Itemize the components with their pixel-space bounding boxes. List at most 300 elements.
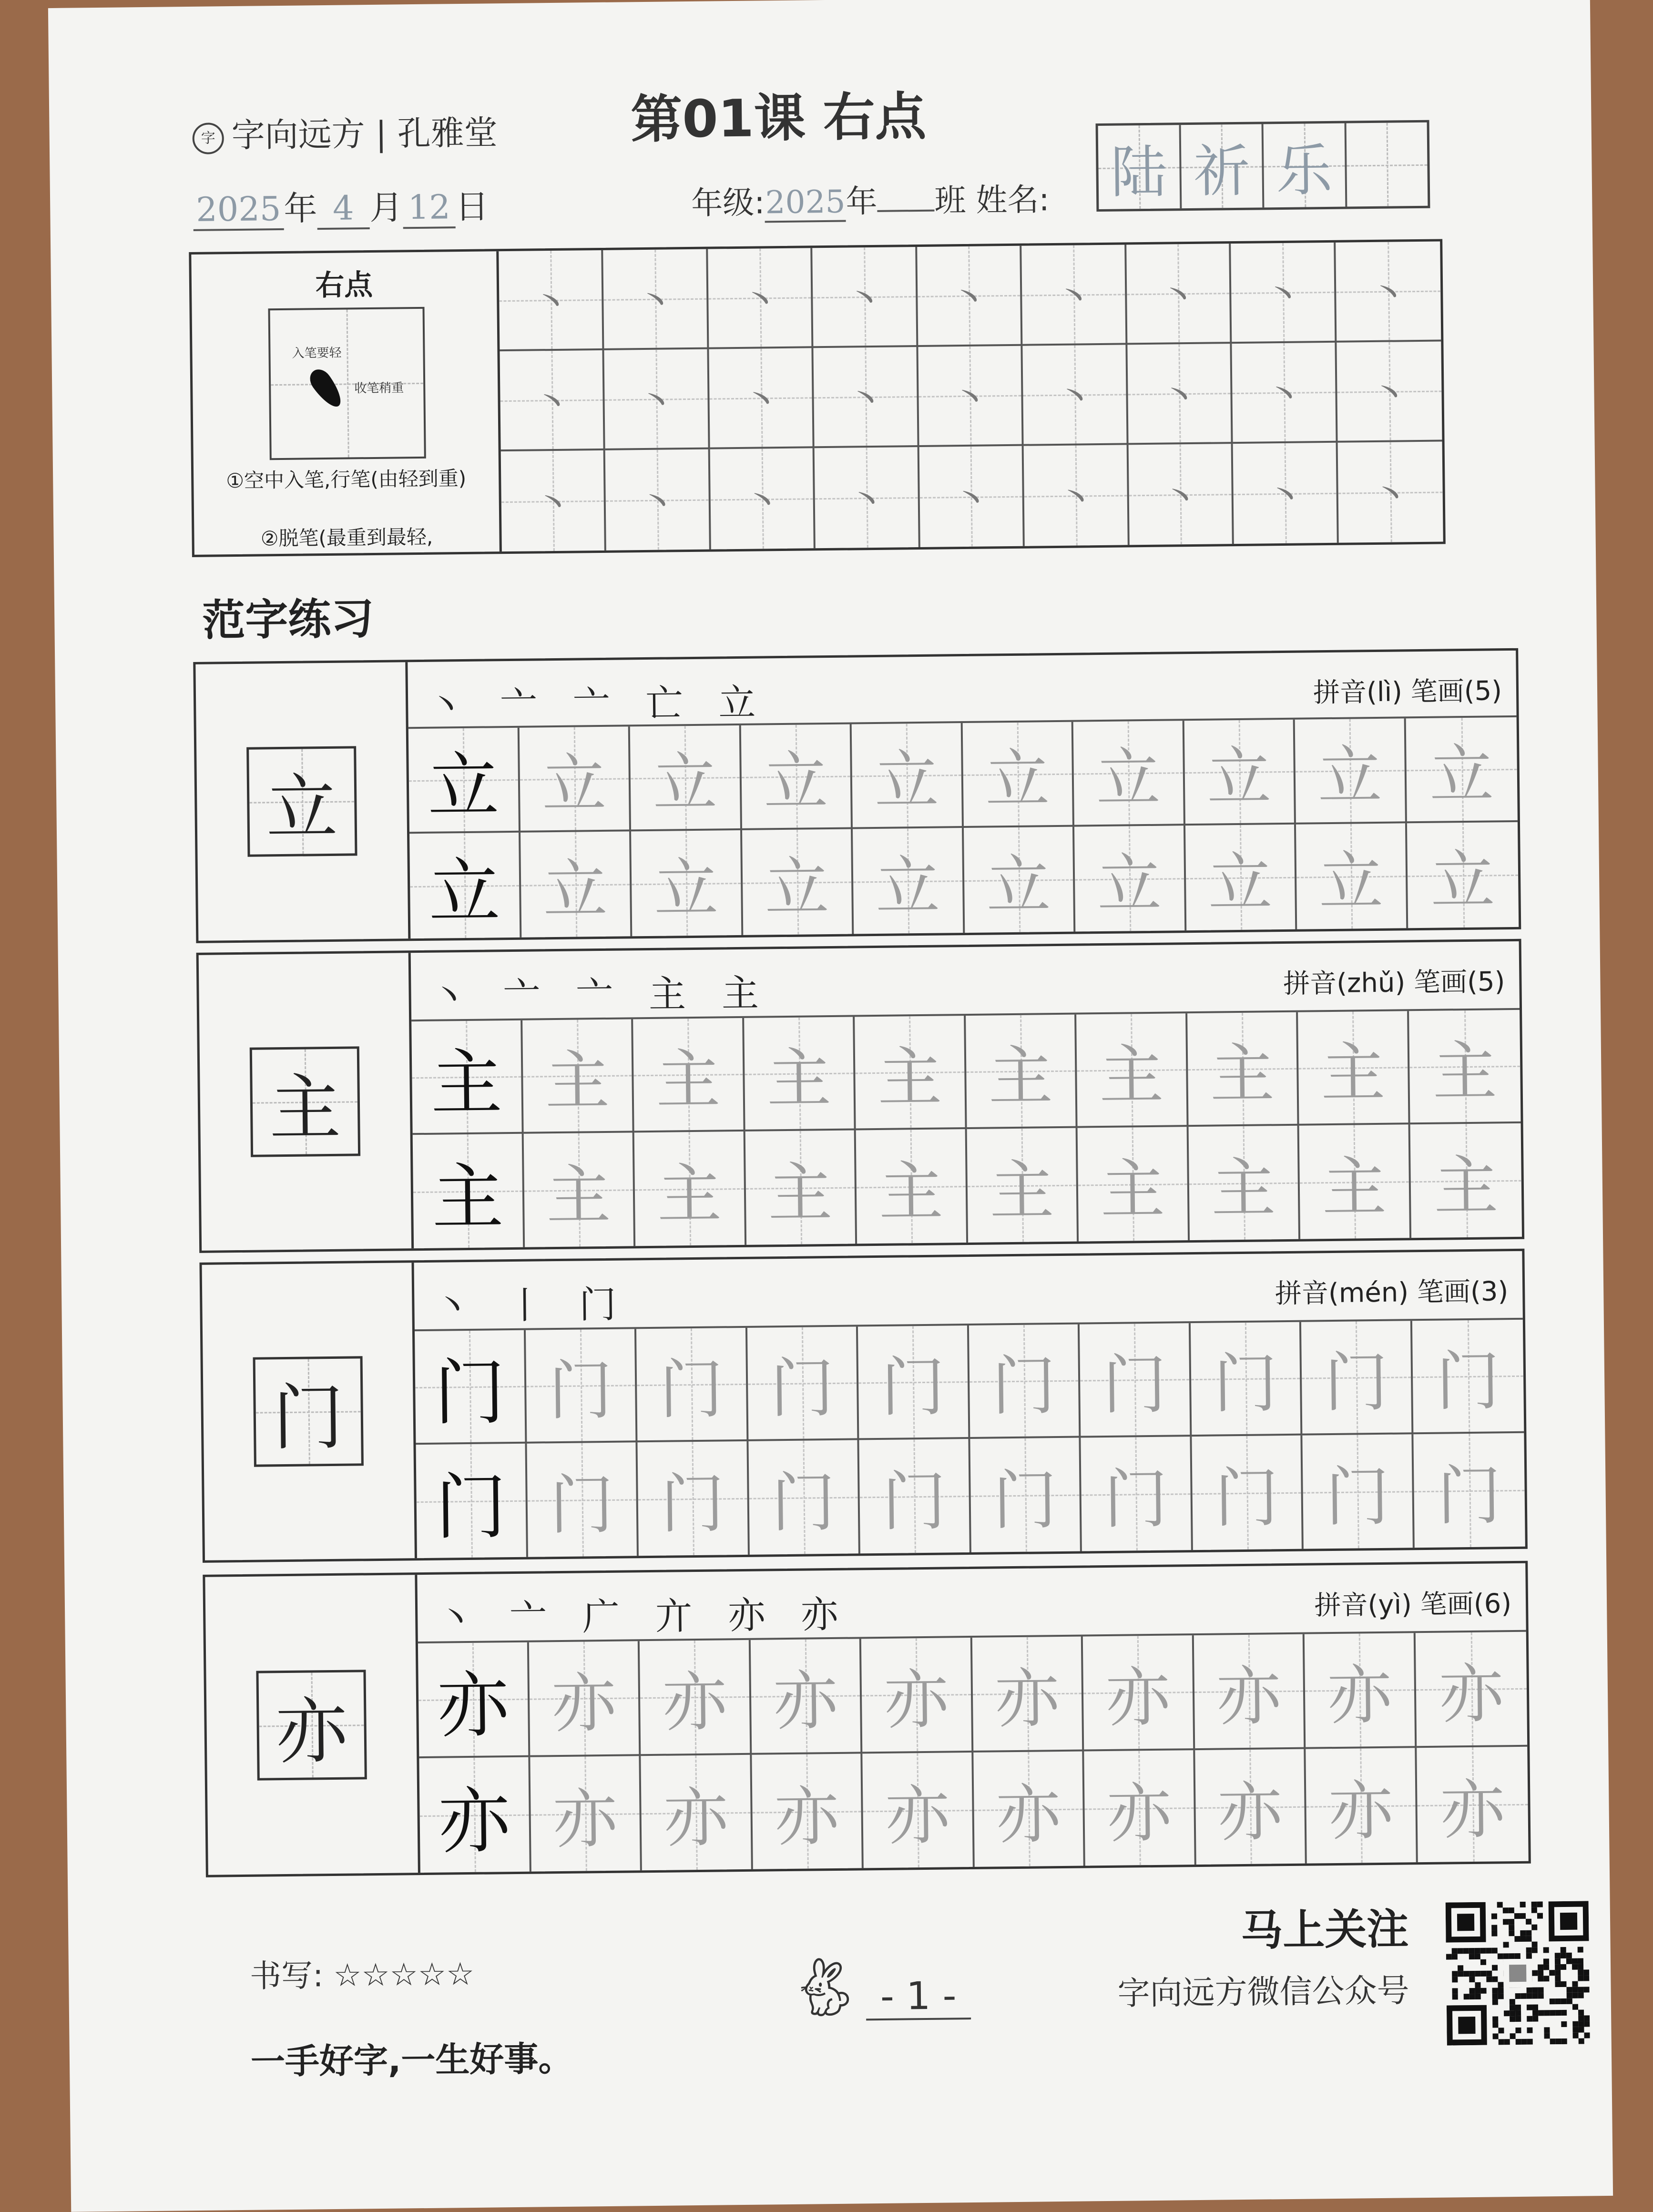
practice-cell[interactable] (967, 1128, 1079, 1243)
model-character: 主 (269, 1066, 341, 1151)
practice-cell[interactable] (814, 347, 919, 448)
practice-cell[interactable] (1336, 242, 1441, 343)
traced-glyph: 立 (1097, 846, 1162, 922)
traced-glyph: 主 (655, 1042, 721, 1118)
traced-glyph: 亦 (1327, 1657, 1392, 1733)
traced-glyph: 亦 (884, 1662, 949, 1738)
model-character-panel (199, 953, 414, 1251)
stroke-order: 丶 亠 亠 亡 立 (427, 681, 768, 728)
practice-cell[interactable] (1195, 1749, 1307, 1865)
stroke-order: 丶 亠 亠 主 主 (430, 972, 771, 1019)
pinyin-label: 拼音 (1314, 1590, 1368, 1621)
practice-cell[interactable] (1301, 1321, 1413, 1435)
grade-line (691, 174, 1050, 224)
traced-glyph: 主 (988, 1039, 1053, 1114)
traced-glyph: 门 (1435, 1344, 1501, 1419)
class-label: 班 (934, 182, 966, 219)
model-cell (409, 833, 521, 938)
traced-glyph: 门 (1213, 1346, 1278, 1422)
traced-glyph: 门 (1437, 1458, 1502, 1534)
name-label: 姓名: (976, 181, 1050, 219)
model-character-box (253, 1356, 364, 1467)
traced-glyph: 亦 (1440, 1772, 1505, 1848)
traced-dot-stroke: 丶 (1263, 472, 1308, 521)
strokes-label: 笔画 (1420, 1588, 1474, 1621)
page-number-text: - 1 - (866, 1973, 971, 2020)
traced-dot-stroke: 丶 (1367, 370, 1412, 419)
practice-cell[interactable] (856, 1129, 968, 1244)
model-character-box (246, 746, 357, 856)
traced-glyph: 立 (542, 852, 608, 928)
model-glyph: 立 (427, 744, 500, 828)
traced-glyph: 门 (549, 1467, 614, 1543)
model-glyph: 门 (435, 1466, 508, 1549)
pinyin-label: 拼音 (1313, 677, 1367, 709)
practice-cell[interactable] (636, 1328, 748, 1442)
date-month[interactable]: 4 (317, 188, 370, 230)
practice-cell[interactable] (1073, 721, 1185, 826)
traced-glyph: 门 (992, 1463, 1058, 1539)
traced-glyph: 立 (653, 851, 719, 927)
character-block-men (199, 1249, 1527, 1563)
practice-cell[interactable] (525, 1329, 637, 1443)
traced-glyph: 主 (1099, 1037, 1164, 1113)
model-character-box (256, 1670, 367, 1780)
practice-cell[interactable] (970, 1438, 1082, 1552)
practice-cell[interactable] (745, 1130, 857, 1244)
model-glyph: 主 (431, 1156, 504, 1240)
strokes-label: 笔画 (1413, 967, 1468, 999)
grade-year-field[interactable]: 2025 (765, 183, 846, 223)
pinyin-label: 拼音 (1283, 968, 1337, 1000)
character-block-zhu (196, 939, 1524, 1253)
traced-dot-stroke: 丶 (740, 477, 785, 527)
practice-cell[interactable] (1190, 1322, 1302, 1437)
character-header (414, 1251, 1522, 1331)
practice-cell[interactable] (1021, 245, 1127, 346)
pinyin-value: (zhǔ) (1336, 967, 1406, 999)
practice-cell[interactable] (815, 447, 920, 548)
traced-dot-stroke: 丶 (1261, 271, 1306, 320)
practice-cell[interactable] (962, 722, 1074, 828)
strokes-value: (3) (1470, 1276, 1509, 1307)
traced-glyph: 主 (1209, 1036, 1275, 1112)
pinyin-value: (yì) (1367, 1589, 1412, 1621)
practice-cell[interactable] (1295, 718, 1407, 824)
practice-cell[interactable] (973, 1751, 1085, 1867)
traced-glyph: 门 (880, 1349, 946, 1425)
model-character-box (250, 1046, 360, 1157)
model-glyph: 亦 (438, 1779, 510, 1864)
model-glyph: 主 (430, 1041, 503, 1125)
name-field[interactable] (1096, 120, 1430, 212)
traced-glyph: 门 (881, 1464, 947, 1539)
practice-cell[interactable] (741, 724, 853, 830)
character-header (411, 941, 1520, 1021)
practice-cell[interactable] (1305, 1633, 1417, 1749)
strokes-value: (5) (1467, 966, 1505, 998)
practice-cell[interactable] (1306, 1748, 1418, 1864)
traced-dot-stroke: 丶 (633, 277, 678, 327)
practice-cell[interactable] (634, 1131, 746, 1246)
model-cell (408, 728, 520, 834)
model-character-panel (195, 662, 410, 941)
section-title: 范字练习 (202, 593, 374, 646)
traced-glyph: 立 (1095, 740, 1161, 816)
practice-cell[interactable] (744, 1017, 856, 1131)
model-cell (411, 1020, 523, 1135)
end-label: 收笔稍重 (354, 381, 404, 396)
character-meta (1314, 1582, 1511, 1622)
practice-cell[interactable] (1194, 1634, 1306, 1750)
traced-glyph: 立 (1206, 739, 1272, 815)
practice-cell[interactable] (1417, 1746, 1529, 1862)
practice-cell[interactable] (966, 1015, 1078, 1129)
practice-cell[interactable] (1078, 1127, 1190, 1241)
traced-dot-stroke: 丶 (1368, 471, 1413, 520)
traced-dot-stroke: 丶 (529, 278, 573, 328)
practice-cell[interactable] (752, 1753, 864, 1869)
model-glyph: 立 (428, 850, 501, 934)
traced-glyph: 立 (1429, 737, 1494, 813)
practice-cell[interactable] (631, 830, 743, 936)
practice-cell[interactable] (633, 1018, 745, 1132)
follow-heading: 马上关注 (1240, 1904, 1409, 1956)
traced-glyph: 亦 (994, 1661, 1060, 1737)
practice-cell[interactable] (1023, 345, 1129, 446)
traced-glyph: 主 (767, 1155, 833, 1231)
follow-subtitle: 字向远方微信公众号 (1117, 1972, 1410, 2013)
practice-cell[interactable] (1415, 1632, 1527, 1748)
class-field[interactable] (878, 210, 935, 212)
brand-logo (192, 106, 498, 157)
model-cell (413, 1134, 525, 1248)
stroke-order: 丶 亠 广 亣 亦 亦 (436, 1593, 850, 1641)
character-meta (1313, 670, 1502, 710)
practice-cell[interactable] (1076, 1013, 1188, 1128)
traced-glyph: 亦 (1439, 1656, 1504, 1732)
traced-dot-stroke: 丶 (948, 374, 993, 424)
practice-cell[interactable] (1410, 1123, 1522, 1238)
strokes-value: (5) (1464, 675, 1502, 707)
stroke-demo-panel (191, 251, 502, 555)
traced-glyph: 亦 (1328, 1773, 1394, 1849)
practice-cell[interactable] (1084, 1750, 1196, 1866)
practice-cell[interactable] (1299, 1124, 1411, 1239)
practice-cell[interactable] (969, 1325, 1081, 1439)
practice-cell[interactable] (1409, 1010, 1521, 1124)
model-cell (419, 1757, 531, 1873)
traced-dot-stroke: 丶 (1053, 373, 1098, 422)
practice-cell[interactable] (747, 1326, 859, 1441)
traced-glyph: 门 (1103, 1461, 1169, 1538)
practice-cell[interactable] (529, 1641, 641, 1757)
writing-score (250, 1948, 475, 1996)
practice-cell[interactable] (1074, 826, 1186, 931)
name-cell: 陆 (1098, 125, 1182, 209)
character-header (408, 651, 1516, 729)
practice-cell[interactable] (1337, 341, 1442, 442)
model-cell (415, 1330, 527, 1445)
practice-cell[interactable] (1296, 823, 1408, 929)
traced-dot-stroke: 丶 (1051, 273, 1097, 322)
lesson-title: 第01课 右点 (630, 87, 927, 150)
practice-cell[interactable] (1083, 1635, 1195, 1751)
traced-glyph: 主 (1320, 1035, 1386, 1111)
traced-glyph: 亦 (773, 1663, 838, 1739)
stroke-note-1: ①空中入笔,行笔(由轻到重) (226, 466, 467, 493)
traced-glyph: 主 (1433, 1148, 1499, 1224)
practice-cell[interactable] (641, 1754, 753, 1870)
traced-dot-stroke: 丶 (845, 476, 889, 526)
model-cell (416, 1444, 528, 1558)
strokes-value: (6) (1473, 1588, 1512, 1620)
practice-cell[interactable] (1413, 1433, 1525, 1548)
practice-cell[interactable] (1127, 344, 1233, 445)
practice-cell[interactable] (1412, 1320, 1524, 1434)
practice-cell[interactable] (500, 350, 605, 451)
grade-year-unit: 年 (846, 183, 878, 220)
practice-cell[interactable] (862, 1752, 974, 1868)
traced-glyph: 亦 (1105, 1660, 1171, 1736)
tracing-grid (408, 717, 1519, 938)
traced-dot-stroke: 丶 (947, 274, 992, 324)
traced-glyph: 门 (1102, 1347, 1167, 1423)
practice-cell[interactable] (530, 1756, 642, 1872)
practice-cell[interactable] (603, 249, 709, 350)
practice-cell[interactable] (855, 1016, 967, 1130)
traced-dot-stroke: 丶 (1054, 474, 1099, 523)
traced-glyph: 亦 (1217, 1774, 1283, 1850)
tracing-grid (411, 1010, 1522, 1248)
practice-cell[interactable] (1184, 720, 1296, 826)
practice-cell[interactable] (1302, 1434, 1414, 1549)
traced-glyph: 门 (769, 1350, 835, 1427)
practice-cell[interactable] (520, 831, 633, 937)
traced-glyph: 亦 (663, 1780, 729, 1856)
traced-dot-stroke: 丶 (531, 479, 576, 529)
traced-glyph: 亦 (774, 1779, 839, 1855)
stroke-demo-box (268, 307, 426, 460)
practice-area (411, 941, 1522, 1248)
traced-dot-stroke: 丶 (634, 377, 679, 427)
traced-glyph: 主 (1321, 1149, 1387, 1225)
brand-name: 字向远方 | 孔雅堂 (231, 113, 498, 155)
practice-cell[interactable] (1081, 1437, 1193, 1551)
practice-cell[interactable] (523, 1132, 635, 1247)
traced-glyph: 亦 (1106, 1775, 1172, 1851)
model-character: 门 (272, 1376, 345, 1460)
date-year[interactable]: 2025 (193, 189, 284, 231)
traced-glyph: 亦 (1216, 1659, 1282, 1734)
pinyin-value: (mén) (1328, 1277, 1409, 1309)
practice-area (417, 1563, 1528, 1873)
traced-glyph: 主 (656, 1156, 722, 1232)
pinyin-value: (lì) (1366, 676, 1403, 708)
practice-cell[interactable] (858, 1325, 970, 1440)
practice-cell[interactable] (630, 725, 742, 831)
dot-practice-grid (499, 242, 1443, 552)
traced-glyph: 亦 (996, 1776, 1061, 1853)
practice-cell[interactable] (972, 1637, 1084, 1753)
motto: 一手好字,一生好事。 (250, 2038, 573, 2082)
traced-glyph: 主 (1432, 1034, 1498, 1110)
tracing-grid (418, 1632, 1529, 1873)
traced-glyph: 主 (877, 1040, 943, 1115)
practice-cell[interactable] (918, 346, 1024, 447)
traced-glyph: 门 (1214, 1460, 1279, 1536)
practice-area (408, 651, 1519, 938)
traced-glyph: 门 (1325, 1459, 1390, 1535)
practice-cell[interactable] (708, 248, 814, 349)
traced-dot-stroke: 丶 (738, 276, 783, 326)
model-character-panel (202, 1263, 417, 1560)
traced-glyph: 门 (659, 1352, 724, 1427)
traced-glyph: 立 (764, 850, 830, 926)
traced-glyph: 主 (544, 1043, 610, 1119)
traced-glyph: 主 (1100, 1152, 1165, 1228)
practice-cell[interactable] (853, 828, 965, 934)
practice-cell[interactable] (1080, 1323, 1192, 1437)
traced-glyph: 立 (541, 746, 607, 822)
traced-dot-stroke: 丶 (1157, 372, 1202, 421)
traced-glyph: 立 (874, 743, 939, 818)
practice-cell[interactable] (1187, 1012, 1299, 1127)
traced-dot-stroke: 丶 (635, 479, 680, 528)
strokes-label: 笔画 (1410, 676, 1465, 708)
practice-cell[interactable] (859, 1439, 971, 1553)
practice-cell[interactable] (710, 448, 816, 549)
traced-dot-stroke: 丶 (530, 378, 575, 428)
traced-glyph: 主 (1211, 1151, 1276, 1226)
practice-cell[interactable] (852, 723, 964, 829)
practice-cell[interactable] (861, 1638, 973, 1753)
practice-cell[interactable] (1128, 444, 1234, 545)
traced-glyph: 立 (652, 745, 718, 821)
traced-glyph: 立 (1317, 738, 1383, 814)
practice-cell[interactable] (1232, 343, 1337, 444)
traced-glyph: 门 (771, 1465, 836, 1541)
traced-glyph: 亦 (552, 1781, 618, 1857)
character-meta (1275, 1270, 1508, 1311)
date-day[interactable]: 12 (403, 187, 456, 229)
traced-glyph: 立 (763, 744, 829, 820)
model-cell (418, 1642, 530, 1758)
practice-cell[interactable] (813, 247, 918, 348)
practice-cell[interactable] (637, 1441, 749, 1556)
character-meta (1283, 960, 1505, 1001)
pinyin-label: 拼音 (1275, 1278, 1329, 1310)
practice-cell[interactable] (1407, 822, 1519, 928)
practice-cell[interactable] (1024, 445, 1130, 546)
traced-glyph: 门 (548, 1353, 613, 1429)
traced-dot-stroke: 丶 (1367, 270, 1411, 319)
traced-dot-stroke: 丶 (949, 475, 994, 525)
practice-cell[interactable] (1298, 1011, 1410, 1125)
practice-cell[interactable] (919, 446, 1025, 547)
model-character: 亦 (275, 1690, 348, 1774)
traced-dot-stroke: 丶 (843, 275, 888, 325)
score-label: 书写: (249, 1957, 324, 1995)
practice-cell[interactable] (748, 1440, 860, 1554)
traced-glyph: 主 (766, 1040, 832, 1117)
traced-glyph: 立 (1207, 845, 1273, 921)
stroke-order: 丶 丨 门 (433, 1283, 629, 1328)
qr-code-icon[interactable] (1446, 1901, 1590, 2045)
traced-glyph: 亦 (662, 1664, 727, 1741)
practice-cell[interactable] (963, 827, 1075, 933)
traced-glyph: 立 (985, 742, 1051, 817)
practice-cell[interactable] (1126, 244, 1232, 345)
practice-cell[interactable] (1185, 825, 1297, 930)
day-label: 日 (455, 187, 489, 227)
practice-cell[interactable] (917, 246, 1023, 347)
name-cell: 乐 (1264, 123, 1347, 208)
model-glyph: 门 (433, 1351, 506, 1435)
practice-area (414, 1251, 1525, 1558)
traced-glyph: 亦 (885, 1778, 950, 1854)
brand-seal-icon: 字 (192, 122, 224, 154)
traced-dot-stroke: 丶 (739, 376, 784, 426)
practice-cell[interactable] (709, 348, 815, 449)
practice-cell[interactable] (522, 1019, 634, 1133)
traced-glyph: 门 (1324, 1345, 1389, 1421)
traced-dot-stroke: 丶 (844, 375, 888, 425)
practice-cell[interactable] (1406, 717, 1518, 823)
practice-cell[interactable] (519, 726, 631, 832)
rabbit-icon: 🐇︎ (788, 1954, 862, 2021)
dot-stroke-icon (306, 365, 347, 412)
practice-cell[interactable] (604, 349, 710, 450)
practice-cell[interactable] (501, 450, 607, 551)
traced-glyph: 主 (878, 1154, 944, 1230)
traced-glyph: 主 (989, 1153, 1055, 1229)
practice-cell[interactable] (499, 250, 604, 351)
practice-cell[interactable] (1231, 243, 1337, 344)
practice-cell[interactable] (1192, 1436, 1304, 1550)
traced-dot-stroke: 丶 (1156, 272, 1201, 321)
model-character-panel (205, 1575, 420, 1875)
traced-dot-stroke: 丶 (1158, 473, 1203, 522)
model-character: 立 (265, 766, 338, 850)
model-glyph: 亦 (437, 1664, 510, 1748)
traced-glyph: 立 (1318, 844, 1384, 920)
name-cell: 祈 (1181, 124, 1264, 208)
name-cell (1346, 122, 1428, 207)
practice-cell[interactable] (1188, 1126, 1300, 1240)
traced-glyph: 立 (1430, 843, 1496, 918)
practice-cell[interactable] (1233, 443, 1339, 544)
traced-glyph: 亦 (551, 1666, 617, 1742)
traced-glyph: 立 (986, 847, 1051, 923)
practice-cell[interactable] (605, 449, 711, 550)
practice-cell[interactable] (1337, 441, 1443, 542)
traced-glyph: 门 (660, 1466, 725, 1542)
traced-glyph: 主 (546, 1157, 612, 1233)
page-number (788, 1953, 971, 2021)
practice-cell[interactable] (640, 1640, 752, 1756)
character-block-li (193, 648, 1521, 943)
tracing-grid (415, 1320, 1525, 1558)
traced-dot-stroke: 丶 (1262, 371, 1307, 420)
practice-cell[interactable] (750, 1639, 862, 1754)
practice-cell[interactable] (527, 1442, 639, 1557)
date-line (193, 180, 489, 231)
worksheet-page (48, 0, 1613, 2212)
star-rating[interactable]: ☆☆☆☆☆ (333, 1955, 475, 1994)
practice-cell[interactable] (742, 829, 854, 935)
year-label: 年 (283, 189, 317, 228)
